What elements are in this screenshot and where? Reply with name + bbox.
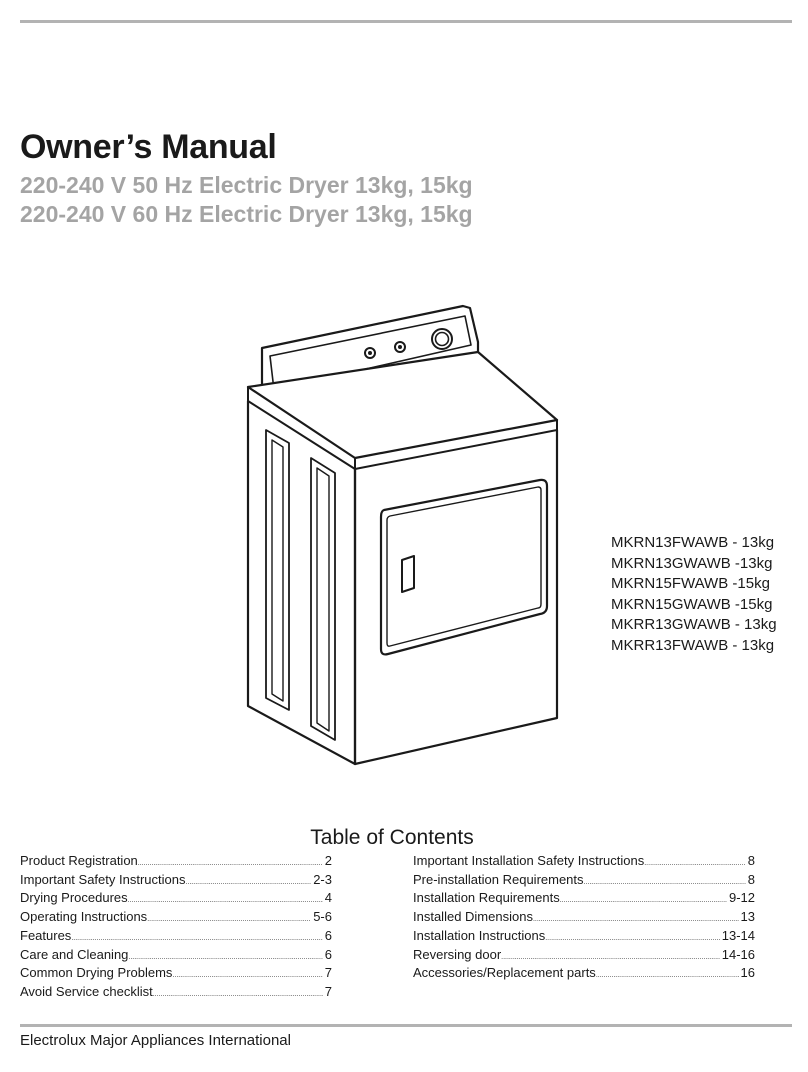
toc-entry: [20, 965, 332, 984]
toc-entry: [413, 853, 755, 872]
model-list: [611, 533, 777, 656]
toc-dot-leader: [147, 912, 311, 928]
toc-entry-label: Reversing door: [413, 946, 502, 962]
toc-dot-leader: [172, 968, 322, 984]
toc-entry-label: Important Safety Instructions: [20, 871, 186, 887]
toc-dot-leader: [501, 950, 720, 966]
toc-dot-leader: [153, 987, 323, 1003]
subtitle-60hz: 220-240 V 60 Hz Electric Dryer 13kg, 15kg: [20, 201, 473, 227]
footer-company: Electrolux Major Appliances International: [20, 1032, 291, 1049]
toc-dot-leader: [138, 856, 323, 872]
toc-entry: [20, 872, 332, 891]
toc-entry: [413, 890, 755, 909]
toc-entry-label: Accessories/Replacement parts: [413, 965, 596, 981]
manual-title: Owner’s Manual: [20, 128, 277, 166]
toc-entry-page: 14-16: [721, 946, 755, 962]
toc-entry-label: Common Drying Problems: [20, 965, 173, 981]
toc-entry-label: Installed Dimensions: [413, 909, 533, 925]
model-item: MKRR13FWAWB - 13kg: [611, 636, 775, 654]
toc-entry-label: Care and Cleaning: [20, 946, 129, 962]
toc-dot-leader: [128, 893, 323, 909]
toc-entry-label: Avoid Service checklist: [20, 983, 153, 999]
top-divider: [20, 20, 792, 23]
toc-entry-label: Important Installation Safety Instructions: [413, 853, 645, 868]
toc-entry-page: 8: [747, 871, 755, 887]
toc-entry-page: 13-14: [721, 927, 755, 943]
toc-heading: Table of Contents: [310, 826, 474, 849]
toc-dot-leader: [644, 856, 746, 872]
toc-dot-leader: [185, 875, 311, 891]
toc-dot-leader: [533, 912, 739, 928]
toc-entry-label: Installation Instructions: [413, 927, 546, 943]
toc-entry: [20, 890, 332, 909]
toc-entry-page: 2: [324, 853, 332, 868]
toc-entry-page: 2-3: [313, 871, 332, 887]
toc-entry: [20, 853, 332, 872]
model-item: MKRN15GWAWB -15kg: [611, 595, 773, 613]
toc-entry: [413, 928, 755, 947]
toc-entry-page: 6: [324, 946, 332, 962]
toc-dot-leader: [71, 931, 322, 947]
toc-entry-page: 13: [740, 909, 755, 925]
toc-dot-leader: [584, 875, 746, 891]
toc-entry: [413, 872, 755, 891]
dryer-illustration: [243, 300, 563, 770]
toc-entry: [413, 947, 755, 966]
toc-entry-label: Operating Instructions: [20, 909, 148, 925]
toc-entry-page: 8: [747, 853, 755, 868]
toc-entry: [20, 928, 332, 947]
subtitle-50hz: 220-240 V 50 Hz Electric Dryer 13kg, 15kg: [20, 172, 473, 198]
toc-entry-page: 7: [324, 965, 332, 981]
toc-dot-leader: [128, 950, 322, 966]
toc-dot-leader: [596, 968, 739, 984]
toc-right-column: [413, 853, 755, 984]
toc-entry: [20, 984, 332, 1003]
toc-left-column: [20, 853, 332, 1003]
toc-entry: [413, 909, 755, 928]
model-item: MKRN13GWAWB -13kg: [611, 554, 773, 572]
toc-entry: [413, 965, 755, 984]
toc-entry-page: 16: [740, 965, 755, 981]
model-item: MKRN13FWAWB - 13kg: [611, 534, 775, 551]
toc-entry-label: Features: [20, 927, 72, 943]
toc-dot-leader: [545, 931, 720, 947]
toc-entry-label: Pre-installation Requirements: [413, 871, 584, 887]
toc-entry: [20, 947, 332, 966]
toc-entry-page: 7: [324, 983, 332, 999]
toc-dot-leader: [560, 893, 727, 909]
bottom-divider: [20, 1024, 792, 1027]
toc-entry-page: 5-6: [313, 909, 332, 925]
toc-entry: [20, 909, 332, 928]
model-item: MKRR13GWAWB - 13kg: [611, 616, 777, 633]
toc-entry-label: Installation Requirements: [413, 890, 560, 906]
toc-entry-page: 4: [324, 890, 332, 906]
toc-entry-label: Drying Procedures: [20, 890, 128, 906]
toc-entry-page: 9-12: [728, 890, 755, 906]
toc-entry-label: Product Registration: [20, 853, 138, 868]
model-item: MKRN15FWAWB -15kg: [611, 575, 770, 592]
toc-entry-page: 6: [324, 927, 332, 943]
